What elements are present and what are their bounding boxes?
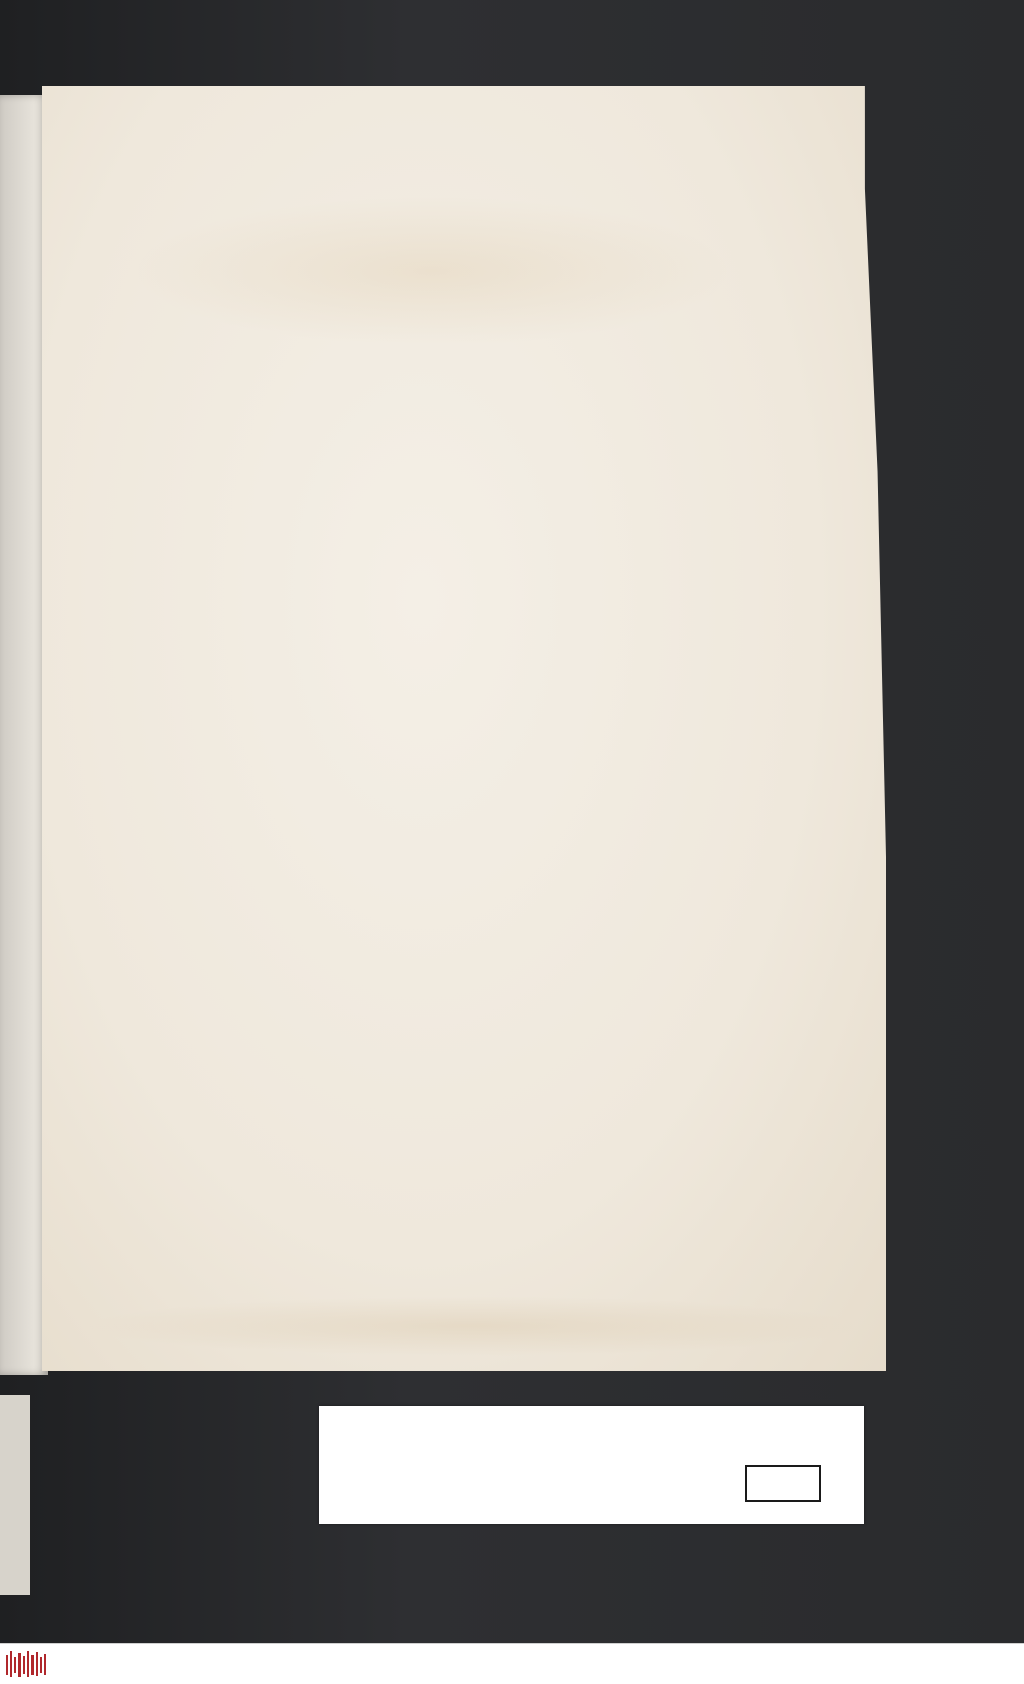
gray-scale-swatches bbox=[745, 1465, 821, 1502]
manuscript-page bbox=[42, 86, 886, 1371]
previous-page-fragment bbox=[0, 1395, 30, 1595]
page-stain-top bbox=[132, 196, 732, 346]
previous-page-edge bbox=[0, 95, 48, 1375]
ruler-scale bbox=[379, 1458, 631, 1498]
ruler-numbers bbox=[369, 1500, 649, 1520]
color-scale-card bbox=[319, 1406, 864, 1524]
page-stain-bottom bbox=[82, 1296, 862, 1356]
viewer-footer bbox=[0, 1643, 1024, 1684]
hab-barcode-logo-icon bbox=[6, 1651, 46, 1677]
